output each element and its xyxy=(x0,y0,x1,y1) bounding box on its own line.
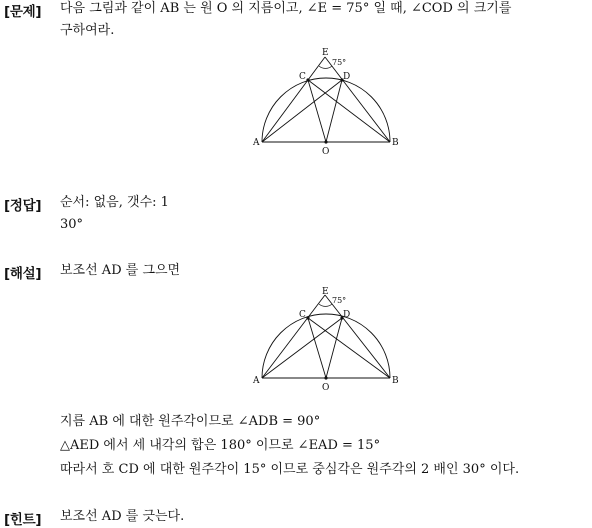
line-bc xyxy=(308,318,390,378)
label-e: E xyxy=(322,48,329,58)
answer-label: [정답] xyxy=(4,198,42,214)
label-d: D xyxy=(343,310,351,320)
label-c: C xyxy=(299,72,306,82)
line-oc xyxy=(308,318,326,378)
line-be xyxy=(325,57,390,142)
explanation-text xyxy=(60,410,584,482)
explanation-intro-line: 보조선 AD 를 그으면 xyxy=(60,263,181,278)
point-c xyxy=(306,316,309,319)
semicircle-arc xyxy=(262,78,390,142)
line-od xyxy=(326,80,342,142)
line-od xyxy=(326,318,342,378)
problem-figure xyxy=(250,44,410,156)
label-d: D xyxy=(343,72,351,82)
line-ae xyxy=(262,57,325,142)
label-o: O xyxy=(322,383,330,393)
hint-text xyxy=(60,506,584,528)
explanation-line-2: △AED 에서 세 내각의 합은 180° 이므로 ∠EAD = 15° xyxy=(60,438,381,453)
label-o: O xyxy=(322,147,330,156)
problem-text xyxy=(60,0,584,42)
label-a: A xyxy=(253,376,260,386)
point-o xyxy=(324,376,327,379)
answer-line-1: 순서: 없음, 갯수: 1 xyxy=(60,195,169,210)
point-c xyxy=(306,78,309,81)
hint-line-1: 보조선 AD 를 긋는다. xyxy=(60,509,185,524)
line-ae xyxy=(262,295,325,378)
explanation-figure xyxy=(250,284,410,396)
point-o xyxy=(324,140,327,143)
angle-arc xyxy=(319,66,332,68)
label-c: C xyxy=(299,310,306,320)
label-e: E xyxy=(322,287,329,297)
answer-line-2: 30° xyxy=(60,217,84,232)
line-ad xyxy=(262,80,342,142)
label-a: A xyxy=(253,138,260,148)
semicircle-arc xyxy=(262,314,390,378)
explanation-line-3: 따라서 호 CD 에 대한 원주각이 15° 이므로 중심각은 원주각의 2 배인 30° 이다. xyxy=(60,462,520,477)
answer-text xyxy=(60,192,584,236)
label-angle: 75° xyxy=(332,58,347,67)
hint-label: [힌트] xyxy=(4,512,42,528)
label-b: B xyxy=(392,138,399,148)
label-angle: 75° xyxy=(332,296,347,305)
label-b: B xyxy=(392,376,399,386)
problem-line-1: 다음 그림과 같이 AB 는 원 O 의 지름이고, ∠E = 75° 일 때, ∠COD 의 크기를 xyxy=(60,1,512,16)
line-be xyxy=(325,295,390,378)
explanation-line-1: 지름 AB 에 대한 원주각이므로 ∠ADB = 90° xyxy=(60,414,321,429)
line-oc xyxy=(308,80,326,142)
line-bc xyxy=(308,80,390,142)
angle-arc xyxy=(319,304,332,306)
problem-label: [문제] xyxy=(4,4,42,20)
explanation-intro xyxy=(60,260,584,282)
explanation-label: [해설] xyxy=(4,266,42,282)
line-ad xyxy=(262,318,342,378)
problem-line-2: 구하여라. xyxy=(60,23,115,38)
